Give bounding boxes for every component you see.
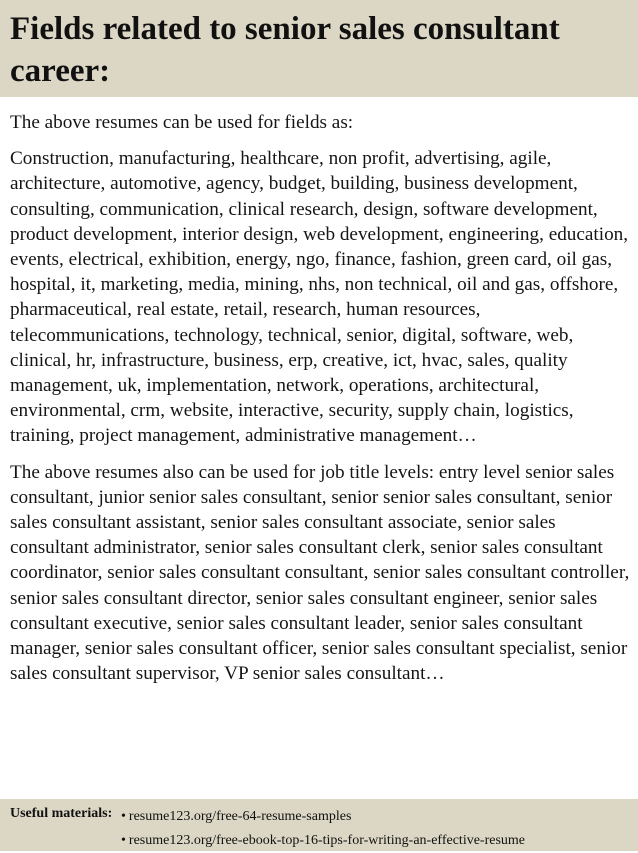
useful-materials-label: Useful materials:	[10, 806, 113, 821]
link-text: resume123.org/free-ebook-top-16-tips-for-writing-an-effective-resume	[128, 833, 526, 848]
fields-intro: The above resumes can be used for fields as:	[10, 112, 354, 133]
fields-list: Construction, manufacturing, healthcare, non profit, advertising, agile, architecture, automotive, agency, budget, building, business development, consulting, communication, clinical research, design, software development, product development, interior design, web development, engineering, education, events, electrical, exhibition, energy, ngo, finance, fashion, green card, oil gas, hospital, it, marketing, media, mining, nhs, non technical, oil and gas, offshore, pharmaceutical, real estate, retail, research, human resources, telecommunications, technology, technical, senior, digital, software, web, clinical, hr, infrastructure, business, erp, creative, ict, hvac, sales, quality management, uk, implementation, network, operations, architectural, environmental, crm, website, interactive, security, supply chain, logistics, training, project management, administrative management…	[10, 148, 629, 447]
bullet-marker: •	[121, 809, 126, 824]
free-resume-samples-link[interactable]	[121, 805, 525, 829]
job-title-levels-text: The above resumes also can be used for job title levels: entry level senior sales consultant, junior senior sales consultant, senior senior sales consultant, senior sales consultant assistant, senior sales consultant associate, senior sales consultant administrator, senior sales consultant clerk, senior sales consultant coordinator, senior sales consultant consultant, senior sales consultant controller, senior sales consultant director, senior sales consultant engineer, senior sales consultant executive, senior sales consultant leader, senior sales consultant manager, senior sales consultant officer, senior sales consultant specialist, senior sales consultant supervisor, VP senior sales consultant…	[10, 461, 630, 685]
link-text: resume123.org/free-64-resume-samples	[128, 809, 352, 824]
useful-materials-footer	[0, 799, 638, 851]
bullet-marker: •	[121, 833, 126, 848]
main-content	[10, 110, 632, 686]
free-ebook-link[interactable]	[121, 829, 525, 853]
useful-materials-links	[121, 805, 525, 853]
page-title: Fields related to senior sales consultant career:	[10, 11, 560, 89]
title-banner	[0, 0, 638, 97]
